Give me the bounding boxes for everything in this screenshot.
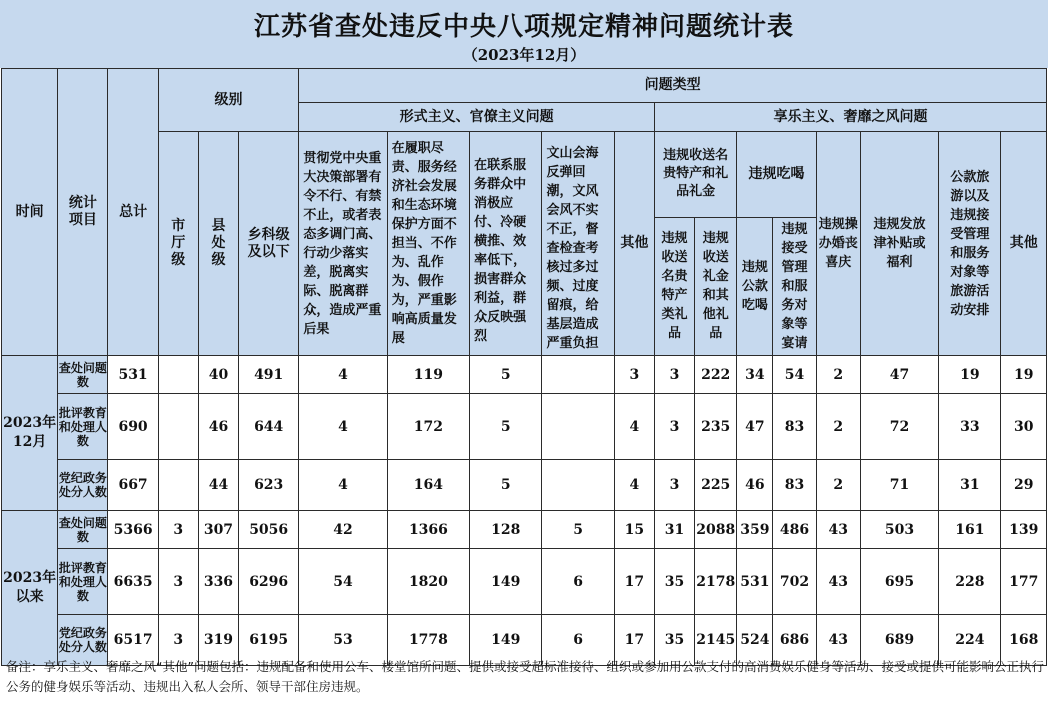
cell-public-dining: 47 <box>737 394 773 460</box>
cell-formalism-other: 17 <box>614 615 654 666</box>
cell-weddings-funerals: 43 <box>816 615 860 666</box>
cell-gift-specialty: 35 <box>654 549 694 615</box>
table-row <box>2 394 1047 460</box>
cell-level-city: 3 <box>158 615 198 666</box>
cell-hedonism-other: 30 <box>1001 394 1047 460</box>
cell-level-county: 44 <box>198 460 238 511</box>
cell-formalism-1: 4 <box>299 394 387 460</box>
header-formalism: 形式主义、官僚主义问题 <box>299 103 655 132</box>
header-allowances: 违规发放津补贴或福利 <box>860 132 938 356</box>
table-row <box>2 511 1047 549</box>
cell-formalism-2: 1366 <box>387 511 469 549</box>
cell-level-city <box>158 394 198 460</box>
cell-formalism-3: 149 <box>470 549 542 615</box>
cell-formalism-2: 1778 <box>387 615 469 666</box>
cell-banquets: 486 <box>773 511 816 549</box>
cell-formalism-4: 5 <box>542 511 614 549</box>
cell-formalism-1: 42 <box>299 511 387 549</box>
cell-allowances: 47 <box>860 356 938 394</box>
cell-hedonism-other: 19 <box>1001 356 1047 394</box>
cell-tourism: 228 <box>939 549 1001 615</box>
cell-formalism-2: 164 <box>387 460 469 511</box>
cell-public-dining: 46 <box>737 460 773 511</box>
cell-formalism-2: 119 <box>387 356 469 394</box>
cell-gift-specialty: 3 <box>654 394 694 460</box>
header-level: 级别 <box>158 69 299 132</box>
cell-level-city: 3 <box>158 511 198 549</box>
cell-gift-specialty: 31 <box>654 511 694 549</box>
cell-level-town: 6195 <box>239 615 299 666</box>
header-formalism-2: 在履职尽责、服务经济社会发展和生态环境保护方面不担当、不作为、乱作为、假作为，严重影响高质量发展 <box>387 132 469 356</box>
cell-banquets: 83 <box>773 460 816 511</box>
row-label: 批评教育和处理人数 <box>58 394 108 460</box>
cell-tourism: 31 <box>939 460 1001 511</box>
header-dining-group: 违规吃喝 <box>737 132 816 218</box>
cell-public-dining: 531 <box>737 549 773 615</box>
cell-level-city <box>158 356 198 394</box>
footnote: 备注：享乐主义、奢靡之风“其他”问题包括：违规配备和使用公车、楼堂馆所问题、提供或接受超标准接待、组织或参加用公款支付的高消费娱乐健身等活动、接受或提供可能影响公正执行公务的健身娱乐等活动、违规出入私人会所、领导干部住房违规。 <box>6 659 1044 694</box>
header-hedonism-other: 其他 <box>1001 132 1047 356</box>
header-level-town: 乡科级及以下 <box>239 132 299 356</box>
cell-hedonism-other: 168 <box>1001 615 1047 666</box>
page-subtitle: （2023年12月） <box>462 46 586 64</box>
cell-formalism-other: 4 <box>614 460 654 511</box>
cell-weddings-funerals: 2 <box>816 394 860 460</box>
cell-banquets: 54 <box>773 356 816 394</box>
row-label: 查处问题数 <box>58 356 108 394</box>
cell-formalism-1: 4 <box>299 460 387 511</box>
cell-gift-money: 2088 <box>695 511 737 549</box>
cell-weddings-funerals: 2 <box>816 460 860 511</box>
cell-level-town: 491 <box>239 356 299 394</box>
cell-level-town: 6296 <box>239 549 299 615</box>
cell-tourism: 19 <box>939 356 1001 394</box>
cell-formalism-other: 4 <box>614 394 654 460</box>
header-banquets: 违规接受管理和服务对象等宴请 <box>773 217 816 355</box>
cell-total: 667 <box>108 460 158 511</box>
cell-gift-money: 222 <box>695 356 737 394</box>
period-label: 2023年以来 <box>2 511 58 666</box>
cell-formalism-3: 128 <box>470 511 542 549</box>
header-total: 总计 <box>108 69 158 356</box>
cell-hedonism-other: 29 <box>1001 460 1047 511</box>
cell-formalism-4 <box>542 356 614 394</box>
cell-banquets: 83 <box>773 394 816 460</box>
row-label: 查处问题数 <box>58 511 108 549</box>
cell-formalism-2: 172 <box>387 394 469 460</box>
cell-banquets: 702 <box>773 549 816 615</box>
header-gift-money: 违规收送礼金和其他礼品 <box>695 217 737 355</box>
cell-total: 6635 <box>108 549 158 615</box>
cell-gift-money: 2178 <box>695 549 737 615</box>
cell-formalism-3: 149 <box>470 615 542 666</box>
cell-formalism-other: 3 <box>614 356 654 394</box>
header-time: 时间 <box>2 69 58 356</box>
cell-formalism-other: 17 <box>614 549 654 615</box>
row-label: 党纪政务处分人数 <box>58 460 108 511</box>
cell-public-dining: 359 <box>737 511 773 549</box>
cell-total: 6517 <box>108 615 158 666</box>
cell-allowances: 503 <box>860 511 938 549</box>
cell-formalism-1: 53 <box>299 615 387 666</box>
cell-formalism-3: 5 <box>470 394 542 460</box>
statistics-table <box>1 68 1047 666</box>
header-weddings-funerals: 违规操办婚丧喜庆 <box>816 132 860 356</box>
cell-allowances: 71 <box>860 460 938 511</box>
header-item: 统计项目 <box>58 69 108 356</box>
header-formalism-1: 贯彻党中央重大决策部署有令不行、有禁不止，或者表态多调门高、行动少落实差，脱离实际、脱离群众，造成严重后果 <box>299 132 387 356</box>
header-gift-specialty: 违规收送名贵特产类礼品 <box>654 217 694 355</box>
cell-formalism-4: 6 <box>542 615 614 666</box>
cell-level-county: 40 <box>198 356 238 394</box>
cell-total: 5366 <box>108 511 158 549</box>
cell-formalism-2: 1820 <box>387 549 469 615</box>
cell-formalism-1: 4 <box>299 356 387 394</box>
cell-weddings-funerals: 43 <box>816 549 860 615</box>
header-problem-type: 问题类型 <box>299 69 1047 103</box>
header-formalism-3: 在联系服务群众中消极应付、冷硬横推、效率低下，损害群众利益，群众反映强烈 <box>470 132 542 356</box>
cell-formalism-other: 15 <box>614 511 654 549</box>
cell-public-dining: 34 <box>737 356 773 394</box>
cell-gift-specialty: 35 <box>654 615 694 666</box>
cell-allowances: 695 <box>860 549 938 615</box>
header-hedonism: 享乐主义、奢靡之风问题 <box>654 103 1046 132</box>
cell-gift-money: 235 <box>695 394 737 460</box>
cell-level-county: 46 <box>198 394 238 460</box>
cell-level-town: 5056 <box>239 511 299 549</box>
header-public-dining: 违规公款吃喝 <box>737 217 773 355</box>
table-row <box>2 460 1047 511</box>
header-level-county: 县处级 <box>198 132 238 356</box>
cell-formalism-3: 5 <box>470 460 542 511</box>
cell-tourism: 33 <box>939 394 1001 460</box>
cell-level-county: 319 <box>198 615 238 666</box>
cell-hedonism-other: 177 <box>1001 549 1047 615</box>
cell-formalism-4 <box>542 460 614 511</box>
cell-gift-specialty: 3 <box>654 356 694 394</box>
header-formalism-other: 其他 <box>614 132 654 356</box>
period-label: 2023年12月 <box>2 356 58 511</box>
cell-tourism: 224 <box>939 615 1001 666</box>
row-label: 党纪政务处分人数 <box>58 615 108 666</box>
cell-total: 690 <box>108 394 158 460</box>
cell-formalism-3: 5 <box>470 356 542 394</box>
cell-weddings-funerals: 2 <box>816 356 860 394</box>
page-title: 江苏省查处违反中央八项规定精神问题统计表 <box>253 12 794 42</box>
cell-weddings-funerals: 43 <box>816 511 860 549</box>
table-row <box>2 356 1047 394</box>
cell-allowances: 689 <box>860 615 938 666</box>
cell-total: 531 <box>108 356 158 394</box>
cell-level-town: 623 <box>239 460 299 511</box>
header-tourism: 公款旅游以及违规接受管理和服务对象等旅游活动安排 <box>939 132 1001 356</box>
cell-tourism: 161 <box>939 511 1001 549</box>
cell-banquets: 686 <box>773 615 816 666</box>
cell-hedonism-other: 139 <box>1001 511 1047 549</box>
header-level-city: 市厅级 <box>158 132 198 356</box>
cell-formalism-4 <box>542 394 614 460</box>
cell-level-city: 3 <box>158 549 198 615</box>
cell-formalism-4: 6 <box>542 549 614 615</box>
cell-gift-specialty: 3 <box>654 460 694 511</box>
cell-gift-money: 2145 <box>695 615 737 666</box>
row-label: 批评教育和处理人数 <box>58 549 108 615</box>
cell-level-county: 307 <box>198 511 238 549</box>
header-formalism-4: 文山会海反弹回潮，文风会风不实不正，督查检查考核过多过频、过度留痕，给基层造成严重负担 <box>542 132 614 356</box>
table-row <box>2 549 1047 615</box>
cell-gift-money: 225 <box>695 460 737 511</box>
header-gift-group: 违规收送名贵特产和礼品礼金 <box>654 132 736 218</box>
cell-public-dining: 524 <box>737 615 773 666</box>
cell-level-city <box>158 460 198 511</box>
cell-formalism-1: 54 <box>299 549 387 615</box>
cell-level-county: 336 <box>198 549 238 615</box>
cell-allowances: 72 <box>860 394 938 460</box>
cell-level-town: 644 <box>239 394 299 460</box>
